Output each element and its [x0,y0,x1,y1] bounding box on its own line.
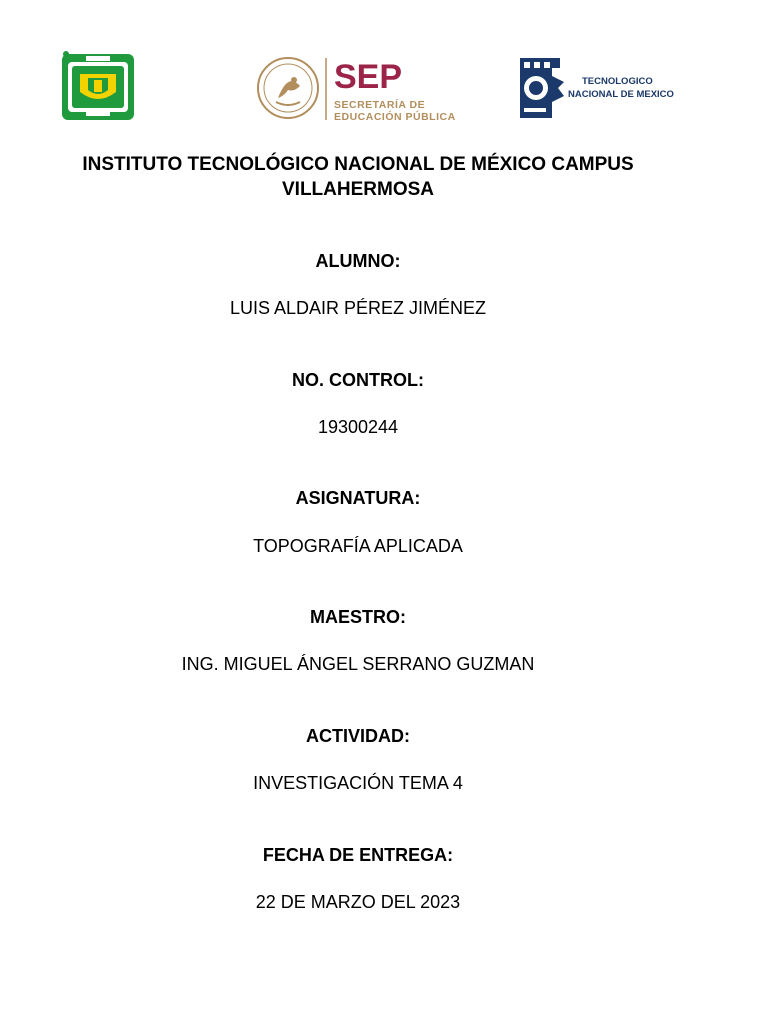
itvh-shield-icon [60,48,136,124]
teacher-value: ING. MIGUEL ÁNGEL SERRANO GUZMAN [181,654,535,674]
student-label: ALUMNO: [315,251,401,271]
sep-logo [254,52,456,124]
activity-label: ACTIVIDAD: [306,726,410,746]
subject-value: TOPOGRAFÍA APLICADA [253,536,463,556]
sep-acronym: SEP [334,58,403,96]
control-number-label: NO. CONTROL: [292,370,424,390]
tecnm-logo [516,52,674,124]
control-number-value: 19300244 [317,417,399,437]
activity-value: INVESTIGACIÓN TEMA 4 [253,773,463,793]
subject-label: ASIGNATURA: [295,488,421,508]
tecnm-gear-head-icon [520,58,564,118]
tecnm-line2: NACIONAL DE MEXICO [568,89,674,100]
logo-header [0,0,768,140]
sep-line2: EDUCACIÓN PÚBLICA [334,111,456,123]
itvh-logo [60,48,136,124]
sep-line1: SECRETARÍA DE [334,99,426,111]
tecnm-line1: TECNOLOGICO [582,76,653,87]
due-date-label: FECHA DE ENTREGA: [262,845,454,865]
teacher-label: MAESTRO: [310,607,406,627]
due-date-value: 22 DE MARZO DEL 2023 [255,892,461,912]
mexico-coat-of-arms-icon [258,58,318,118]
institution-title: INSTITUTO TECNOLÓGICO NACIONAL DE MÉXICO CAMPUS VILLAHERMOSA [82,154,634,200]
student-value: LUIS ALDAIR PÉREZ JIMÉNEZ [229,298,487,318]
